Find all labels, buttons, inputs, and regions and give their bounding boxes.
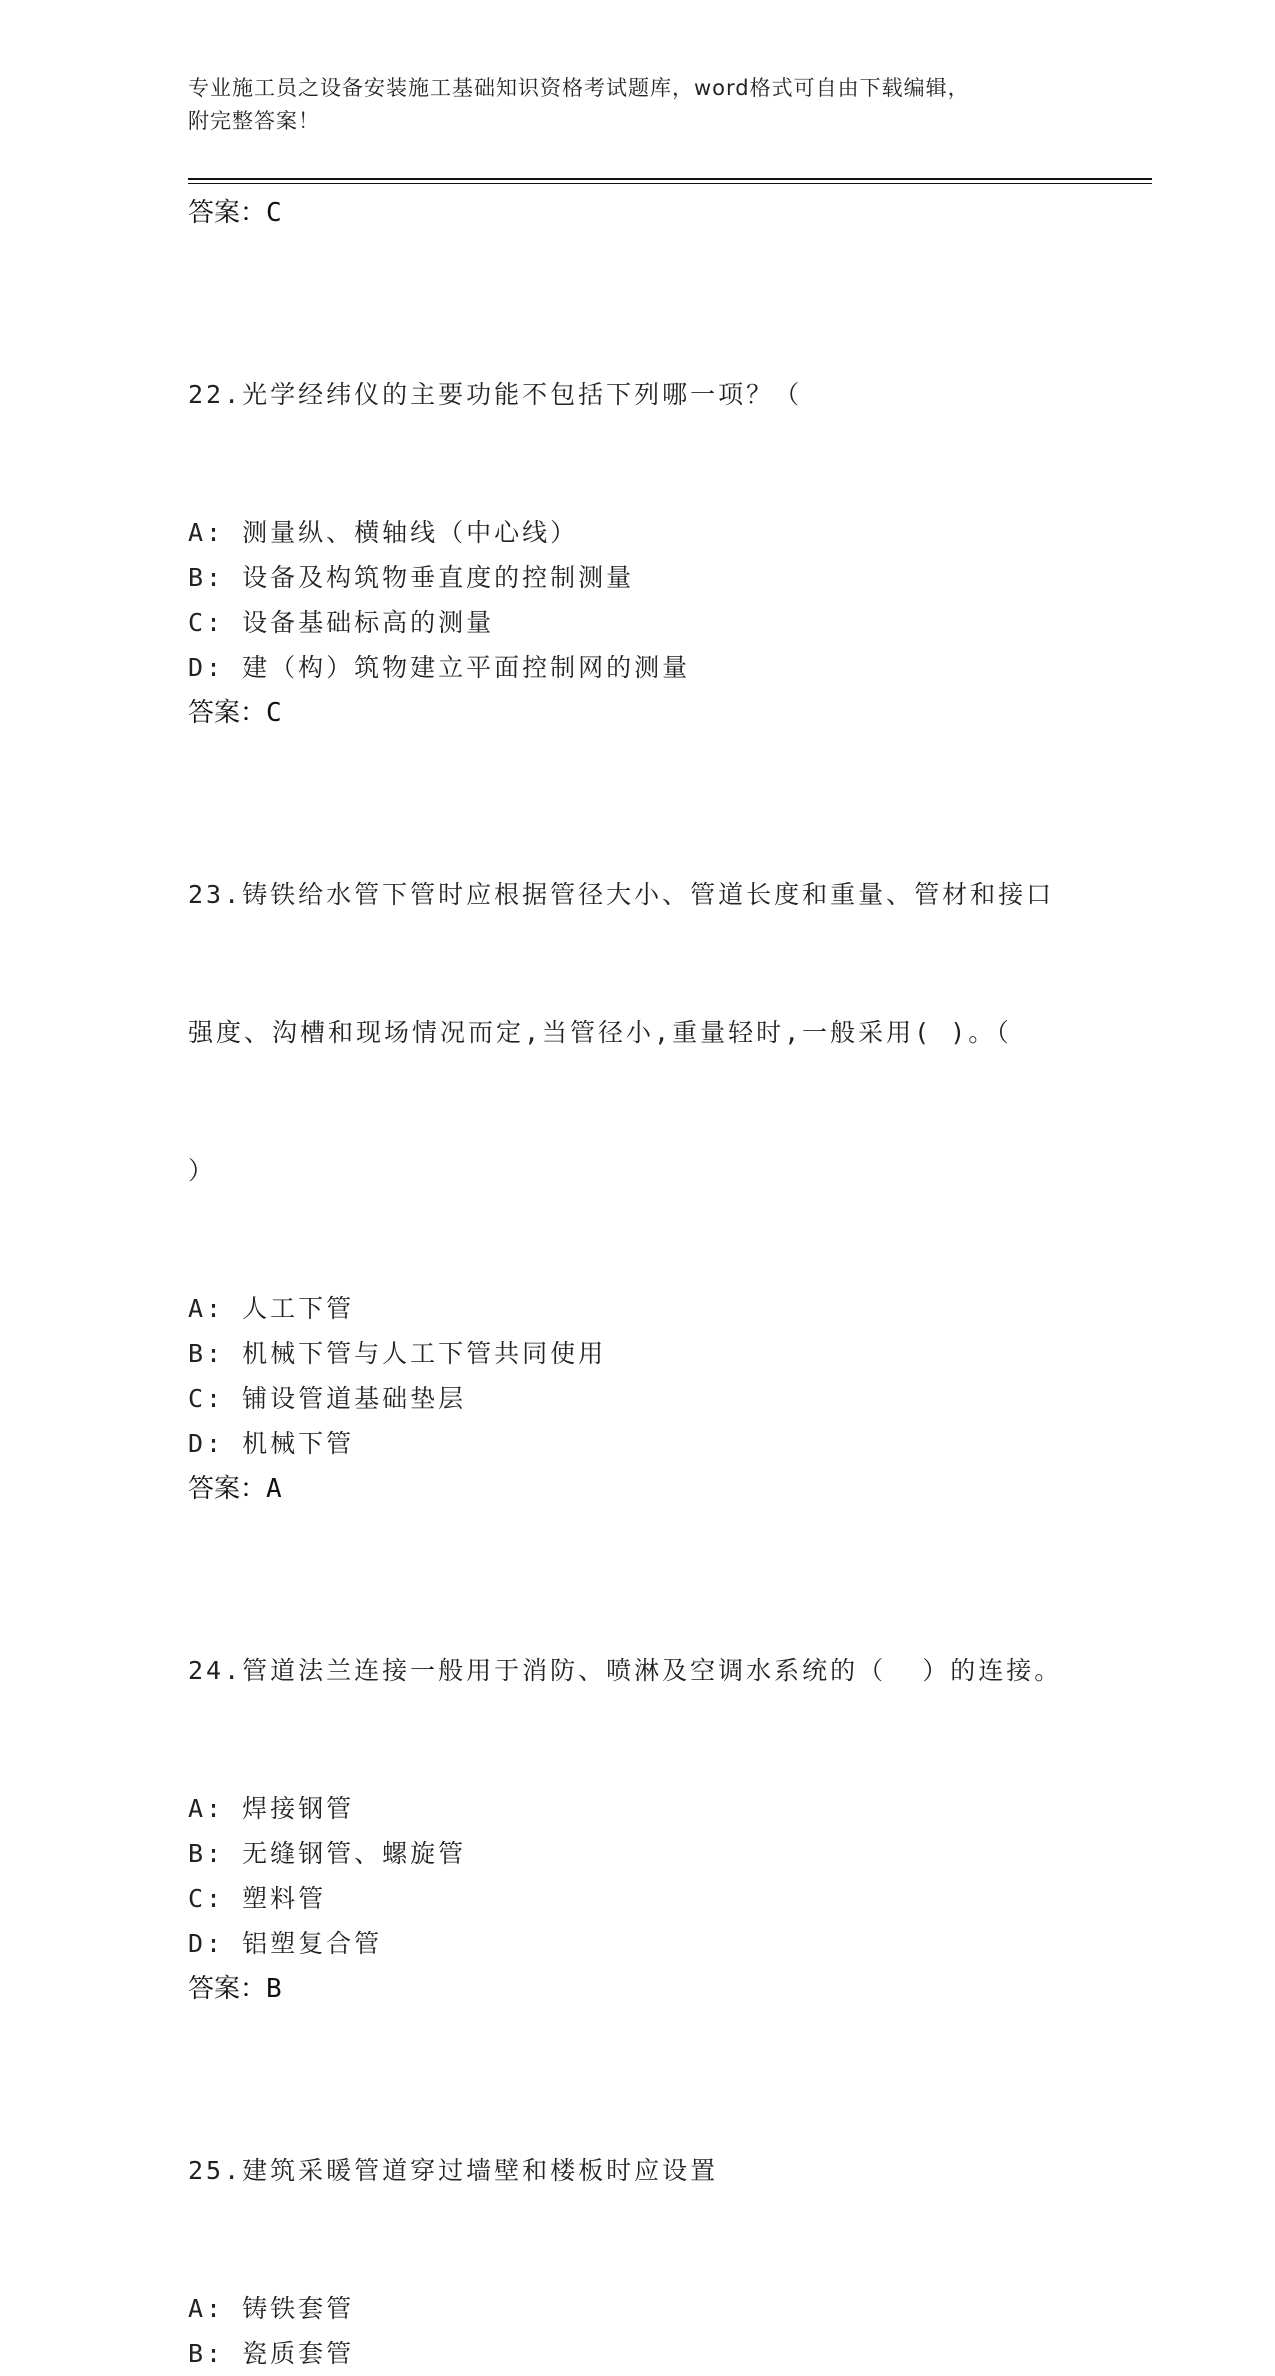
option-a: A: 人工下管 bbox=[188, 1294, 355, 1323]
question-block bbox=[188, 2056, 1088, 2376]
option-d: D: 机械下管 bbox=[188, 1429, 355, 1458]
question-block bbox=[188, 280, 1088, 736]
option-c: C: 铺设管道基础垫层 bbox=[188, 1384, 467, 1413]
question-line: 25.建筑采暖管道穿过墙壁和楼板时应设置 bbox=[188, 2156, 719, 2185]
header-line-2: 附完整答案！ bbox=[188, 109, 320, 133]
header-divider-thick bbox=[188, 178, 1152, 180]
option-d: D: 建（构）筑物建立平面控制网的测量 bbox=[188, 653, 691, 682]
header-divider-thin bbox=[188, 183, 1152, 184]
answer-value: C bbox=[266, 698, 282, 728]
option-a: A: 测量纵、横轴线（中心线） bbox=[188, 518, 579, 547]
question-line: 22.光学经纬仪的主要功能不包括下列哪一项？（ bbox=[188, 380, 803, 409]
answer-line bbox=[188, 1466, 1088, 1512]
answer-value: B bbox=[266, 1974, 282, 2004]
document-header bbox=[188, 72, 1088, 138]
answer-label: 答案： bbox=[188, 1974, 267, 2004]
question-text bbox=[188, 780, 1088, 1286]
question-text bbox=[188, 280, 1088, 510]
answer-line bbox=[188, 190, 1088, 236]
answer-line bbox=[188, 690, 1088, 736]
question-text bbox=[188, 1556, 1088, 1786]
option-c: C: 设备基础标高的测量 bbox=[188, 608, 495, 637]
question-line: 24.管道法兰连接一般用于消防、喷淋及空调水系统的（ ）的连接。 bbox=[188, 1656, 1063, 1685]
question-text bbox=[188, 2056, 1088, 2286]
question-list bbox=[188, 190, 1088, 2376]
option-a: A: 焊接钢管 bbox=[188, 1794, 355, 1823]
option-b: B: 设备及构筑物垂直度的控制测量 bbox=[188, 563, 635, 592]
answer-label: 答案： bbox=[188, 1474, 267, 1504]
option-b: B: 机械下管与人工下管共同使用 bbox=[188, 1339, 607, 1368]
header-line-1: 专业施工员之设备安装施工基础知识资格考试题库，word格式可自由下载编辑， bbox=[188, 76, 970, 100]
answer-value: A bbox=[266, 1474, 282, 1504]
question-block bbox=[188, 1556, 1088, 2012]
question-block bbox=[188, 780, 1088, 1512]
answer-value: C bbox=[266, 198, 282, 228]
question-line: ） bbox=[188, 1156, 217, 1185]
question-line: 23.铸铁给水管下管时应根据管径大小、管道长度和重量、管材和接口 bbox=[188, 880, 1055, 909]
question-line: 强度、沟槽和现场情况而定,当管径小,重量轻时,一般采用( )。（ bbox=[188, 1018, 1012, 1047]
option-b: B: 瓷质套管 bbox=[188, 2339, 355, 2368]
answer-label: 答案： bbox=[188, 698, 267, 728]
option-c: C: 塑料管 bbox=[188, 1884, 327, 1913]
answer-label: 答案： bbox=[188, 198, 267, 228]
answer-line bbox=[188, 1966, 1088, 2012]
option-b: B: 无缝钢管、螺旋管 bbox=[188, 1839, 467, 1868]
option-d: D: 铝塑复合管 bbox=[188, 1929, 383, 1958]
option-a: A: 铸铁套管 bbox=[188, 2294, 355, 2323]
